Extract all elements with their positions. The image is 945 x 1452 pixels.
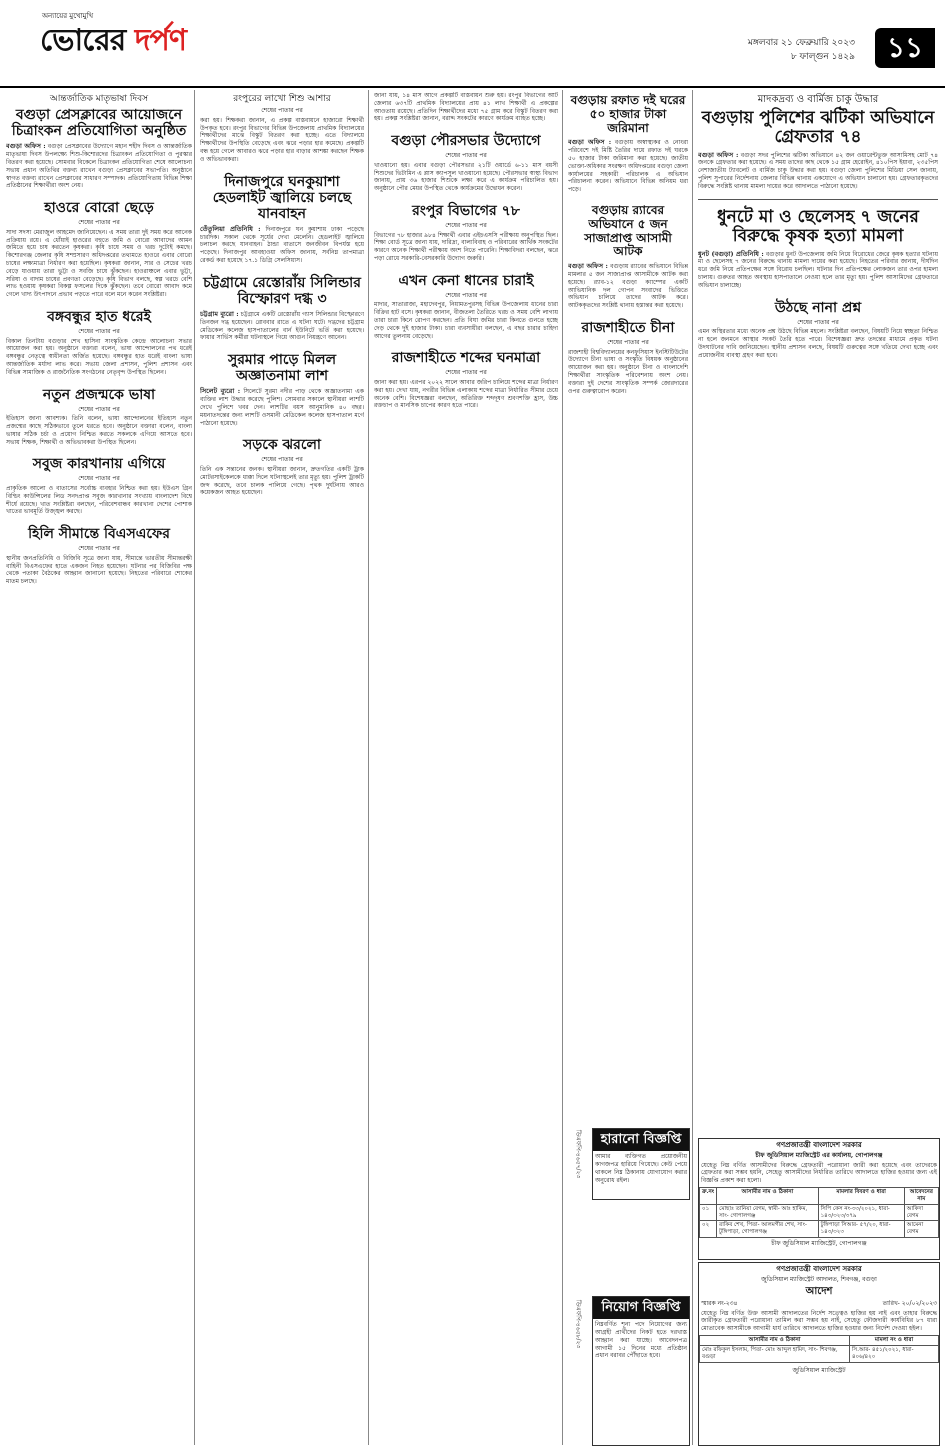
column-divider (368, 90, 369, 1445)
article-text: জানা যায়, ১৪ মাস আগে প্রকল্পটি বাস্তবায়ন শুরু হয়। রংপুর বিভাগের আট জেলার ৬৩৭টি প্রাথমিক বিদ্যালয়ের প্রায় ৪১ লাখ শিক্ষার্থী এ প্রকল্পের আওতায় রয়েছে। প্রতিদিন শিক্ষার্থীদের মধ্যে ৭৫ গ্রাম করে বিস্কুট বিতরণ করা হয়। প্রকল্প সংশ্লিষ্টরা জানান, বরাদ্দ সংকটের কারণে কার্যক্রম ব্যাহত হচ্ছে। (374, 92, 558, 123)
article-text: এমন অস্থিরতার মধ্যে অনেক প্রশ্ন উঠছে বিভিন্ন মহলে। সংশ্লিষ্টরা বলছেন, বিষয়টি নিয়ে স্বচ্ছতা নিশ্চিত না হলে জনমনে আস্থার সংকট তৈরি হতে পারে। বিশেষজ্ঞরা দ্রুত তদন্তের মাধ্যমে প্রকৃত ঘটনা উদঘাটনের দাবি জানিয়েছেন। স্থানীয় প্রশাসন বলছে, বিষয়টি গুরুত্বের সঙ্গে খতিয়ে দেখা হচ্ছে এবং প্রয়োজনীয় ব্যবস্থা গ্রহণ করা হবে। (698, 328, 938, 359)
dateline (748, 36, 855, 65)
article-headline: সড়কে ঝরলো (243, 437, 321, 454)
continued-label: শেষের পাতার পর (78, 405, 120, 413)
logo-name-red: দর্পণ (134, 23, 186, 58)
article-headline: হিলি সীমান্তে বিএসএফের (28, 526, 170, 543)
table-cell: টুঙ্গিপাড়া সিআর- ৫৭/২০, ধারা- ১৪৩/৩২৩ (818, 1221, 904, 1238)
date-gregorian: মঙ্গলবার ২১ ফেব্রুয়ারি ২০২৩ (747, 38, 855, 48)
article-headline: বগুড়া প্রেসক্লাবের আয়োজনে চিত্রাংকন প্রতিযোগিতা অনুষ্ঠিত (11, 107, 187, 140)
table-cell: সিপি কেস নং-৩৩/২০২১, ধারা- ১৪৩/৩২৩/৩৭৯ (818, 1204, 904, 1221)
article-headline: রাজশাহীতে চীনা (581, 319, 675, 336)
article-text: সিলেটে সুরমা নদীর পাড় থেকে অজ্ঞাতনামা এক ব্যক্তির লাশ উদ্ধার করেছে পুলিশ। সোমবার সকালে স্থানীয়রা লাশটি দেখে পুলিশে খবর দেন। লাশটির বয়স আনুমানিক ৪০ বছর। ময়নাতদন্তের জন্য লাশটি ওসমানী মেডিকেল কলেজ হাসপাতাল মর্গে পাঠানো হয়েছে। (200, 388, 364, 427)
notice-office: জুডিসিয়াল ম্যাজিস্ট্রেট আদালত, শিবগঞ্জ, বগুড়া (761, 1276, 877, 1284)
table-header: আবেদনের নাম (904, 1187, 938, 1204)
article-text: বিভাগের ৭৮ হাজার ৯৮৪ শিক্ষার্থী এবার এইচএসসি পরীক্ষায় অনুপস্থিত ছিল। শিক্ষা বোর্ড সূত্রে জানা যায়, দারিদ্র্য, বাল্যবিবাহ ও পরিবারের আর্থিক সংকটের কারণে অনেক শিক্ষার্থী পরীক্ষায় অংশ নিতে পারেনি। শিক্ষাবিদরা বলছেন, ঝরে পড়া রোধে সরকারি-বেসরকারি উদ্যোগ জরুরি। (374, 231, 558, 262)
article-body (698, 151, 938, 191)
article-kicker: রংপুরের লাখো শিশু আশার (233, 94, 331, 104)
logo-name-black: ভোরের (40, 23, 135, 58)
article-byline: বগুড়া অফিস : (6, 142, 46, 151)
table-header: ক্র.নং (700, 1187, 717, 1204)
article-headline: উঠছে নানা প্রশ্ন (774, 299, 862, 316)
lost-notice-title: হারানো বিজ্ঞপ্তি (593, 1129, 689, 1151)
notice-body: যেহেতু নিম্ন বর্ণিত উক্ত আসামী আদালতের নির্দেশ সত্ত্বেও হাজির হয় নাই এবং তাহার বিরুদ্ধে জারীকৃত গ্রেফতারী পরোয়ানা তামিল করা সম্ভব হয় নাই, সেহেতু ফৌজদারী কার্যবিধির ৮৭ ধারা মোতাবেক আসামীকে আগামী ধার্য তারিখে আদালতে হাজির হওয়ার জন্য নির্দেশ দেওয়া হইল। (701, 1309, 937, 1333)
article-headline: বগুড়ায় পুলিশের ঝটিকা অভিযানে গ্রেফতার ৭৪ (701, 107, 935, 148)
article-text: মাদার, সাতারাজা, মহাদেবপুর, নিয়ামতপুরসহ বিভিন্ন উপজেলায় ধানের চারা বিক্রির হাট বসে। কৃষকরা জানান, বীজতলা তৈরিতে খরচ ও সময় বেশি লাগায় তারা চারা কিনে রোপণ করছেন। প্রতি বিঘা জমির চারা কিনতে গুনতে হচ্ছে দেড় থেকে দুই হাজার টাকা। চারা ব্যবসায়ীরা বলছেন, এ বছর চারার চাহিদা আগের তুলনায় বেড়েছে। (374, 301, 558, 340)
article-headline: রাজশাহীতে শব্দের ঘনমাত্রা (391, 350, 541, 367)
article-headline: বঙ্গবন্ধুর হাত ধরেই (47, 308, 151, 325)
article-text: বগুড়ার ধুনট উপজেলায় জমি নিয়ে বিরোধের জেরে কৃষক হত্যার ঘটনায় মা ও ছেলেসহ ৭ জনের বিরুদ্ধে থানায় মামলা দায়ের করা হয়েছে। নিহতের পরিবার জানায়, দীর্ঘদিন ধরে জমি নিয়ে প্রতিপক্ষের সঙ্গে বিরোধ চলছিল। ঘটনার দিন প্রতিপক্ষের লোকজন তার ওপর হামলা চালায়। গুরুতর আহত অবস্থায় হাসপাতালে নেওয়া হলে তার মৃত্যু হয়। পুলিশ আসামিদের গ্রেফতারে অভিযান চালাচ্ছে। (698, 250, 938, 289)
table-cell: আকিদা বেগম (904, 1204, 938, 1221)
article-text: রাজশাহী বিশ্ববিদ্যালয়ের কনফুসিয়াস ইনস্টিটিউটের উদ্যোগে চীনা ভাষা ও সংস্কৃতি বিষয়ক অনুষ্ঠানের আয়োজন করা হয়। অনুষ্ঠানে চীনা ও বাংলাদেশি শিক্ষার্থীরা সাংস্কৃতিক পরিবেশনায় অংশ নেয়। বক্তারা দুই দেশের সাংস্কৃতিক সম্পর্ক জোরদারের ওপর গুরুত্বারোপ করেন। (568, 348, 688, 395)
article-text: সাদা সদস্য মেরাজুল আহমেদ জানিয়েছেন। এ সময় তারা দুই সময় করে আনেক প্রক্রিয়ায় রয়ে। এ ধোঁয়াই হাওরের বহুতে জমি ও বোরো আবাদের আমন জমিতে হয়ে চাষ করতেন কৃষকরা। কৃষি চাষে সময় ও খরচ দুটোই কমছে। কিশোরগঞ্জ জেলার কৃষি সম্প্রসারণ অধিদপ্তরের তথ্যমতে হাওরে এবার বোরো চাষের লক্ষ্যমাত্রা নির্ধারণ করা হয়েছিল। কৃষকরা জানান, সার ও সেচের খরচ বেড়ে যাওয়ায় তারা ভুট্টা ও সবজি চাষে ঝুঁকছেন। হাওরাঞ্চলে এবার ভুট্টা, সরিষা ও বাদাম চাষের প্রবণতা বেড়েছে। কৃষি বিভাগ বলছে, স্বল্প খরচে বেশি লাভ হওয়ায় কৃষকরা বিকল্প ফসলের দিকে ঝুঁকছেন। তবে বোরো আবাদ কমে গেলে খাদ্য উৎপাদনে প্রভাব পড়তে পারে বলে মনে করেন সংশ্লিষ্টরা। (6, 228, 192, 299)
notice-intro: যেহেতু নিম্ন বর্ণিত আসামীদের বিরুদ্ধে গ্রেফতারী পরোয়ানা জারী করা হয়েছে এবং তাদেরকে গ্রেফতার করা সম্ভব হয়নি, সেহেতু আসামীদের নির্ধারিত তারিখে আদালতে হাজির হওয়ার জন্য এই বিজ্ঞপ্তি প্রকাশ করা হলো। (701, 1161, 937, 1185)
article-body (200, 310, 364, 342)
article-text: চট্টগ্রামে একটি রেস্তোরাঁয় গ্যাস সিলিন্ডার বিস্ফোরণে তিনজন দগ্ধ হয়েছেন। রোববার রাতে এ ঘটনা ঘটে। দগ্ধদের চট্টগ্রাম মেডিকেল কলেজ হাসপাতালের বার্ন ইউনিটে ভর্তি করা হয়েছে। ফায়ার সার্ভিস কর্মীরা ঘটনাস্থলে গিয়ে আগুন নিয়ন্ত্রণে আনেন। (200, 310, 364, 342)
continued-label: শেষের পাতার পর (797, 318, 839, 326)
column-5 (698, 92, 938, 1132)
column-divider (562, 90, 563, 1445)
continued-label: শেষের পাতার পর (607, 339, 649, 347)
column-4 (568, 92, 688, 1444)
table-row (700, 1221, 939, 1238)
article-text: স্থানীয় জনপ্রতিনিধি ও বিজিবি সূত্রে জানা যায়, সীমান্তে ভারতীয় সীমান্তরক্ষী বাহিনী বিএসএফের হাতে একজন নিহত হয়েছেন। ঘটনার পর বিজিবির পক্ষ থেকে পতাকা বৈঠকের আহ্বান জানানো হয়েছে। নিহতের পরিবারে শোকের মাতম চলছে। (6, 554, 192, 586)
notice-office: চীফ জুডিসিয়াল ম্যাজিস্ট্রেট এর কার্যালয়, গোপালগঞ্জ (755, 1152, 883, 1160)
article-text: খাওয়ানো হয়। এবার বগুড়া পৌরসভার ২১টি ওয়ার্ডে ৬-১১ মাস বয়সী শিশুদের ভিটামিন এ প্লাস ক্যাপসুল খাওয়ানো হয়েছে। পৌরসভার স্বাস্থ্য বিভাগ জানায়, প্রায় ৩৬ হাজার শিশুকে লক্ষ্য করে এ কার্যক্রম পরিচালিত হয়। অনুষ্ঠানে পৌর মেয়র উপস্থিত থেকে কার্যক্রমের উদ্বোধন করেন। (374, 161, 558, 193)
continued-label: শেষের পাতার পর (261, 456, 303, 464)
article-body (568, 138, 688, 194)
article-headline: বগুড়া পৌরসভার উদ্যোগে (391, 133, 541, 150)
table-row (700, 1345, 939, 1362)
column-divider (692, 90, 693, 1445)
table-header: মামলা নং ও ধারা (849, 1335, 938, 1345)
table-header-row (700, 1187, 939, 1204)
table-header: আসামীর নাম ও ঠিকানা (717, 1187, 818, 1204)
article-body (6, 142, 192, 190)
continued-label: শেষের পাতার পর (445, 291, 487, 299)
article-text: তিনি এক সন্তানের জনক। স্থানীয়রা জানান, দ্রুতগতির একটি ট্রাক মোটরসাইকেলকে ধাক্কা দিলে ঘটনাস্থলেই তার মৃত্যু হয়। পুলিশ ট্রাকটি জব্দ করেছে, তবে চালক পালিয়ে গেছে। পৃথক দুর্ঘটনায় আরও কয়েকজন আহত হয়েছেন। (200, 465, 364, 497)
article-text: বগুড়া সদর পুলিশের ঝটিকা অভিযানে ৪২ জন ওয়ারেন্টভুক্ত আসামিসহ মোট ৭৪ জনকে গ্রেফতার করা হয়েছে। এ সময় তাদের কাছ থেকে ১৫ গ্রাম হেরোইন, ৪১০পিস ইয়াবা, ২৩৫পিস নেশাজাতীয় ট্যাবলেট ও বার্মিজ চাকু উদ্ধার করা হয়। বগুড়া জেলা পুলিশের মিডিয়া সেল জানায়, পুলিশ সুপারের নির্দেশনায় জেলার বিভিন্ন থানায় একযোগে এ অভিযান চালানো হয়। গ্রেফতারকৃতদের বিরুদ্ধে সংশ্লিষ্ট থানায় মামলা দায়ের করে আদালতে পাঠানো হয়েছে। (698, 151, 938, 190)
table-header: আসামীর নাম ও ঠিকানা (700, 1335, 850, 1345)
article-byline: বগুড়া অফিস : (568, 138, 612, 147)
column-3 (374, 92, 558, 1444)
article-headline: হাওরে বোরো ছেড়ে (44, 200, 154, 217)
job-notice-body: নিম্নবর্ণিত শূন্য পদে নিয়োগের জন্য আগ্রহী প্রার্থীদের নিকট হতে দরখাস্ত আহ্বান করা যাচ্ছে। আবেদনপত্র আগামী ১৫ দিনের মধ্যে প্রতিষ্ঠান প্রধান বরাবর পৌঁছাতে হবে। (595, 1321, 687, 1360)
continued-label: শেষের পাতার পর (78, 219, 120, 227)
article-text: ইতিহাস জানা আবশ্যক। তিনি বলেন, ভাষা আন্দোলনের ইতিহাস নতুন প্রজন্মের কাছে সঠিকভাবে তুলে ধরতে হবে। অনুষ্ঠানে বক্তারা বলেন, বাংলা ভাষার সঠিক চর্চা ও প্রয়োগ নিশ্চিত করতে সকলকে এগিয়ে আসতে হবে। সভায় শিক্ষক, শিক্ষার্থী ও অভিভাবকরা উপস্থিত ছিলেন। (6, 415, 192, 446)
article-kicker: মাদকদ্রব্য ও বার্মিজ চাকু উদ্ধার (757, 94, 879, 105)
newspaper-logo (40, 22, 186, 60)
article-text: করা হয়। শিক্ষকরা জানান, এ প্রকল্প বাস্তবায়নে হাজারো শিক্ষার্থী উপকৃত হবে। রংপুর বিভাগের বিভিন্ন উপজেলায় প্রাথমিক বিদ্যালয়ের শিক্ষার্থীদের মাঝে বিস্কুট বিতরণ করা হচ্ছে। এতে বিদ্যালয়ে শিক্ষার্থীদের উপস্থিতি বেড়েছে এবং ঝরে পড়ার হার কমেছে। প্রকল্পটি বন্ধ হয়ে গেলে আবারও ঝরে পড়ার হার বাড়ার আশঙ্কা করছেন শিক্ষক ও অভিভাবকরা। (200, 116, 364, 163)
article-byline: চট্টগ্রাম ব্যুরো : (200, 309, 239, 318)
continued-label: শেষের পাতার পর (78, 475, 120, 483)
logo-tagline: অন্যায়ের মুখোমুখি (42, 12, 94, 20)
section-divider (698, 199, 938, 200)
table-header-row (700, 1335, 939, 1345)
article-headline: বগুড়ায় রফাত দই ঘরের ৫০ হাজার টাকা জরিমানা (570, 93, 686, 135)
article-headline: চট্টগ্রামে রেস্তোরাঁয় সিলিন্ডার বিস্ফোরণ দগ্ধ ৩ (203, 274, 361, 307)
lost-notice-body: আমার ব্যক্তিগত প্রয়োজনীয় কাগজপত্র হারিয়ে গিয়েছে। কেউ পেয়ে থাকলে নিম্ন ঠিকানায় যোগাযোগ করার অনুরোধ রইল। (595, 1153, 687, 1184)
continued-label: শেষের পাতার পর (78, 545, 120, 553)
table-cell: রাকিব শেখ, পিতা- আলমগীর শেখ, সাং- টুঙ্গিপাড়া, গোপালগঞ্জ (717, 1221, 818, 1238)
article-text: বগুড়ায় অস্বাস্থ্যকর ও নোংরা পরিবেশে দই মিষ্টি তৈরির দায়ে রফাত দই ঘরকে ৫০ হাজার টাকা জরিমানা করা হয়েছে। জাতীয় ভোক্তা-অধিকার সংরক্ষণ অধিদপ্তরের বগুড়া জেলা কার্যালয়ের সহকারী পরিচালক এ অভিযান পরিচালনা করেন। অভিযানে বিভিন্ন অনিয়ম ধরা পড়ে। (568, 139, 688, 194)
notice-ref-row (699, 1300, 939, 1308)
article-headline: ধুনটে মা ও ছেলেসহ ৭ জনের বিরুদ্ধে কৃষক হত্যা মামলা (717, 206, 919, 247)
column-1 (6, 92, 192, 1444)
article-headline: বগুড়ায় র‍্যাবের অভিযানে ৫ জন সাজাপ্রাপ্ত আসামী আটক (584, 202, 672, 259)
continued-label: শেষের পাতার পর (445, 369, 487, 377)
notice-org: গণপ্রজাতন্ত্রী বাংলাদেশ সরকার (776, 1141, 862, 1149)
article-headline: সুরমার পাড়ে মিলল অজ্ঞাতনামা লাশ (227, 352, 337, 385)
job-notice-title: নিয়োগ বিজ্ঞপ্তি (593, 1297, 689, 1319)
notice-date: তারিখ- ২০/০২/২০২৩ (882, 1300, 937, 1308)
article-byline: ধুনট (বগুড়া) প্রতিনিধি : (698, 249, 764, 258)
notice-signer: চীফ জুডিসিয়াল ম্যাজিস্ট্রেট, গোপালগঞ্জ (771, 1240, 867, 1248)
article-byline: সিলেট ব্যুরো : (200, 387, 241, 396)
table-cell: ০২ (700, 1221, 717, 1238)
notice-title: আদেশ (805, 1285, 833, 1297)
continued-label: শেষের পাতার পর (78, 328, 120, 336)
article-body (568, 262, 688, 310)
job-notice (592, 1296, 690, 1446)
article-byline: বগুড়া অফিস : (568, 262, 608, 271)
article-text: প্রাকৃতিক আলো ও বাতাসের সর্বোচ্চ ব্যবহার নিশ্চিত করা হয়। ইউএস গ্রিন বিল্ডিং কাউন্সিলের লিড সনদপ্রাপ্ত সবুজ কারখানার সংখ্যায় বাংলাদেশ বিশ্বে শীর্ষে রয়েছে। খাত সংশ্লিষ্টরা বলছেন, পরিবেশবান্ধব কারখানা দেশের পোশাক খাতের ভাবমূর্তি উজ্জ্বল করছে। (6, 484, 192, 516)
continued-label: শেষের পাতার পর (445, 152, 487, 160)
page-number: ১১ (875, 28, 935, 68)
court-notice-warrant (698, 1138, 940, 1260)
notice-ref: স্মারক নং-২৩৪ (701, 1300, 738, 1308)
date-bangla: ৮ ফাল্গুন ১৪২৯ (790, 52, 855, 63)
notice-org: গণপ্রজাতন্ত্রী বাংলাদেশ সরকার (776, 1265, 862, 1273)
table-row (700, 1204, 939, 1221)
article-byline: বগুড়া অফিস : (698, 150, 739, 159)
article-headline: নতুন প্রজন্মকে ভাষা (42, 386, 156, 403)
table-header: মামলার বিবরণ ও ধারা (818, 1187, 904, 1204)
table-cell: মোছাঃ তানিয়া বেগম, স্বামী- আঃ হাকিম, সাং- গোপালগঞ্জ (717, 1204, 818, 1221)
continued-label: শেষের পাতার পর (261, 107, 303, 115)
continued-label: শেষের পাতার পর (445, 222, 487, 230)
column-divider (194, 90, 195, 1445)
article-headline: সবুজ কারখানায় এগিয়ে (32, 456, 166, 473)
article-headline: রংপুর বিভাগের ৭৮ (412, 202, 520, 219)
column-2 (200, 92, 364, 1444)
lost-notice (592, 1128, 690, 1200)
ad-code: ডিএফপি-৪৬৫৮/২৩ (574, 1300, 582, 1349)
article-body (200, 225, 364, 265)
article-kicker: আন্তর্জাতিক মাতৃভাষা দিবস (49, 94, 149, 104)
table-cell: সি.আর- ৪৫১/২০২১, ধারা- ৪০৬/৪২০ (849, 1345, 938, 1362)
table-cell: আমেনা বেগম (904, 1221, 938, 1238)
masthead (0, 0, 945, 88)
notice-table (699, 1335, 939, 1363)
article-byline: তেঁতুলিয়া প্রতিনিধি : (200, 224, 261, 233)
ad-code: ডিএফপি-৪৬৫৭/২৩ (574, 1130, 582, 1179)
court-notice-order (698, 1262, 940, 1446)
notice-table (699, 1187, 939, 1238)
table-cell: ০১ (700, 1204, 717, 1221)
notice-signer: জুডিসিয়াল ম্যাজিস্ট্রেট (792, 1366, 846, 1374)
article-body (698, 250, 938, 290)
article-text: বগুড়া প্রেসক্লাবের উদ্যোগে মহান শহীদ দিবস ও আন্তর্জাতিক মাতৃভাষা দিবস উপলক্ষ্যে শিশু-কিশোরদের চিত্রাংকন প্রতিযোগিতা ও পুরস্কার বিতরণ করা হয়েছে। সোমবার বিকেলে চিত্রাংকন প্রতিযোগিতা শেষে আলোচনা সভায় প্রধান অতিথির বক্তব্য রাখেন বগুড়া প্রেসক্লাবের সভাপতি। অনুষ্ঠানে স্বাগত বক্তব্য রাখেন প্রেসক্লাবের সাধারণ সম্পাদক। প্রতিযোগিতায় বিভিন্ন শিক্ষা প্রতিষ্ঠানের শিক্ষার্থীরা অংশ নেয়। (6, 143, 192, 190)
article-text: জানা করা হয়। এরপর ২০২২ সালে আবার জরিপ চালিয়ে শব্দের মাত্রা নির্ধারণ করা হয়। দেখা যায়, নগরীর বিভিন্ন এলাকায় শব্দের মাত্রা নির্ধারিত সীমার চেয়ে অনেক বেশি। বিশেষজ্ঞরা বলছেন, অতিরিক্ত শব্দদূষণ শ্রবণশক্তি হ্রাস, উচ্চ রক্তচাপ ও মানসিক চাপের কারণ হতে পারে। (374, 378, 558, 410)
article-headline: এখন কেনা ধানের চারাই (398, 272, 534, 289)
article-body (200, 387, 364, 427)
article-text: দিনাজপুরে ঘন কুয়াশায় ঢাকা পড়েছে চারদিক। সকাল থেকে সূর্যের দেখা মেলেনি। হেডলাইট জ্বালিয়ে চলাচল করছে যানবাহন। ঠান্ডা বাতাসে জনজীবন বিপর্যস্ত হয়ে পড়েছে। দিনাজপুর আবহাওয়া অফিস জানায়, সর্বনিম্ন তাপমাত্রা রেকর্ড করা হয়েছে ১৭.১ ডিগ্রি সেলসিয়াস। (200, 225, 364, 264)
article-text: বিকাল তিনটায় বগুড়ার শেখ হাসিনা সাংস্কৃতিক কেন্দ্রে আলোচনা সভার আয়োজন করা হয়। অনুষ্ঠানে বক্তারা বলেন, ভাষা আন্দোলনের পথ ধরেই বঙ্গবন্ধুর নেতৃত্বে স্বাধীনতা অর্জিত হয়েছে। বঙ্গবন্ধুর হাত ধরেই বাংলা ভাষা আন্তর্জাতিক মর্যাদা লাভ করে। সভায় জেলা প্রশাসন, পুলিশ প্রশাসন এবং বিভিন্ন সামাজিক ও রাজনৈতিক সংগঠনের নেতৃবৃন্দ উপস্থিত ছিলেন। (6, 337, 192, 376)
article-headline: দিনাজপুরে ঘনকুয়াশা হেডলাইট জ্বালিয়ে চলছে যানবাহন (212, 173, 352, 222)
article-text: বগুড়ায় র‍্যাবের অভিযানে বিভিন্ন মামলার ৫ জন সাজাপ্রাপ্ত আসামীকে আটক করা হয়েছে। র‍্যাব-১২ বগুড়া ক্যাম্পের একটি আভিযানিক দল গোপন সংবাদের ভিত্তিতে অভিযান চালিয়ে তাদের আটক করে। আটককৃতদের সংশ্লিষ্ট থানায় হস্তান্তর করা হয়েছে। (568, 263, 688, 310)
table-cell: মোঃ রফিকুল ইসলাম, পিতা- মোঃ আব্দুল হামিদ, সাং- শিবগঞ্জ, বগুড়া (700, 1345, 850, 1362)
